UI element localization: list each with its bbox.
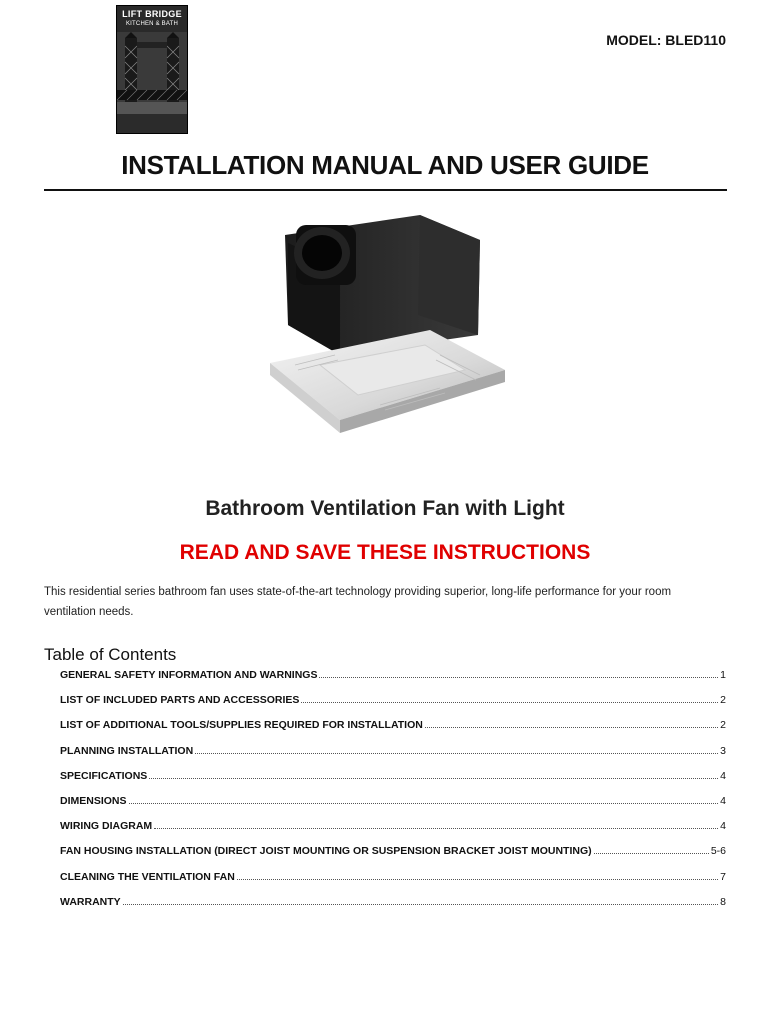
toc-item-title: GENERAL SAFETY INFORMATION AND WARNINGS [60, 669, 318, 681]
toc-heading: Table of Contents [44, 645, 177, 664]
toc-item-title: PLANNING INSTALLATION [60, 744, 194, 757]
toc-leader [195, 744, 718, 754]
save-instructions-notice: READ AND SAVE THESE INSTRUCTIONS [179, 541, 591, 564]
page-title: INSTALLATION MANUAL AND USER GUIDE [121, 150, 649, 180]
product-subtitle: Bathroom Ventilation Fan with Light [205, 497, 565, 520]
toc-leader [149, 769, 718, 779]
brand-logo [116, 5, 188, 134]
toc-item[interactable] [60, 870, 726, 895]
toc-leader [425, 718, 718, 728]
toc-item-page: 2 [720, 694, 726, 707]
toc-leader [594, 844, 709, 854]
lift-bridge-illustration [117, 32, 187, 133]
toc-item-page: 1 [720, 669, 726, 681]
toc-item[interactable] [60, 668, 726, 693]
toc-item[interactable] [60, 693, 726, 718]
logo-line-1: LIFT BRIDGE [122, 9, 182, 19]
toc-leader [129, 794, 719, 804]
toc-item[interactable] [60, 718, 726, 743]
toc-item-page: 4 [720, 820, 726, 833]
toc-leader [301, 693, 718, 703]
toc-item-title: WIRING DIAGRAM [60, 820, 153, 833]
toc-item-page: 4 [720, 794, 726, 807]
toc-leader [237, 870, 718, 880]
toc-item[interactable] [60, 769, 726, 794]
toc-item[interactable] [60, 794, 726, 819]
toc-item-title: CLEANING THE VENTILATION FAN [60, 870, 235, 883]
toc-item-page: 4 [720, 769, 726, 782]
toc-leader [154, 819, 718, 829]
toc-item-page: 3 [720, 744, 726, 757]
bathroom-fan-product-image [240, 205, 530, 450]
toc-item-title: FAN HOUSING INSTALLATION (DIRECT JOIST MOUNTING OR SUSPENSION BRACKET JOIST MOUNTING) [60, 845, 592, 858]
toc-item[interactable] [60, 744, 726, 769]
toc-item-page: 5-6 [710, 845, 726, 858]
toc-item-title: DIMENSIONS [60, 794, 127, 807]
intro-paragraph: This residential series bathroom fan uses state-of-the-art technology providing superior, long-life performance for your room ventilation needs. [44, 586, 672, 618]
toc-leader [319, 668, 718, 678]
toc-item-title: LIST OF ADDITIONAL TOOLS/SUPPLIES REQUIRED FOR INSTALLATION [60, 719, 423, 732]
toc-item-title: WARRANTY [60, 895, 121, 908]
toc-leader [123, 895, 718, 905]
logo-line-2: KITCHEN & BATH [125, 21, 179, 27]
table-of-contents [60, 668, 726, 920]
toc-item-page: 7 [720, 870, 726, 883]
toc-item-page: 8 [720, 895, 726, 908]
model-number: MODEL: BLED110 [606, 32, 726, 48]
toc-item[interactable] [60, 819, 726, 844]
toc-item[interactable] [60, 895, 726, 920]
toc-item-title: LIST OF INCLUDED PARTS AND ACCESSORIES [60, 694, 300, 707]
toc-item[interactable] [60, 844, 726, 869]
title-divider [44, 189, 727, 191]
toc-item-page: 2 [720, 719, 726, 732]
toc-item-title: SPECIFICATIONS [60, 769, 148, 782]
